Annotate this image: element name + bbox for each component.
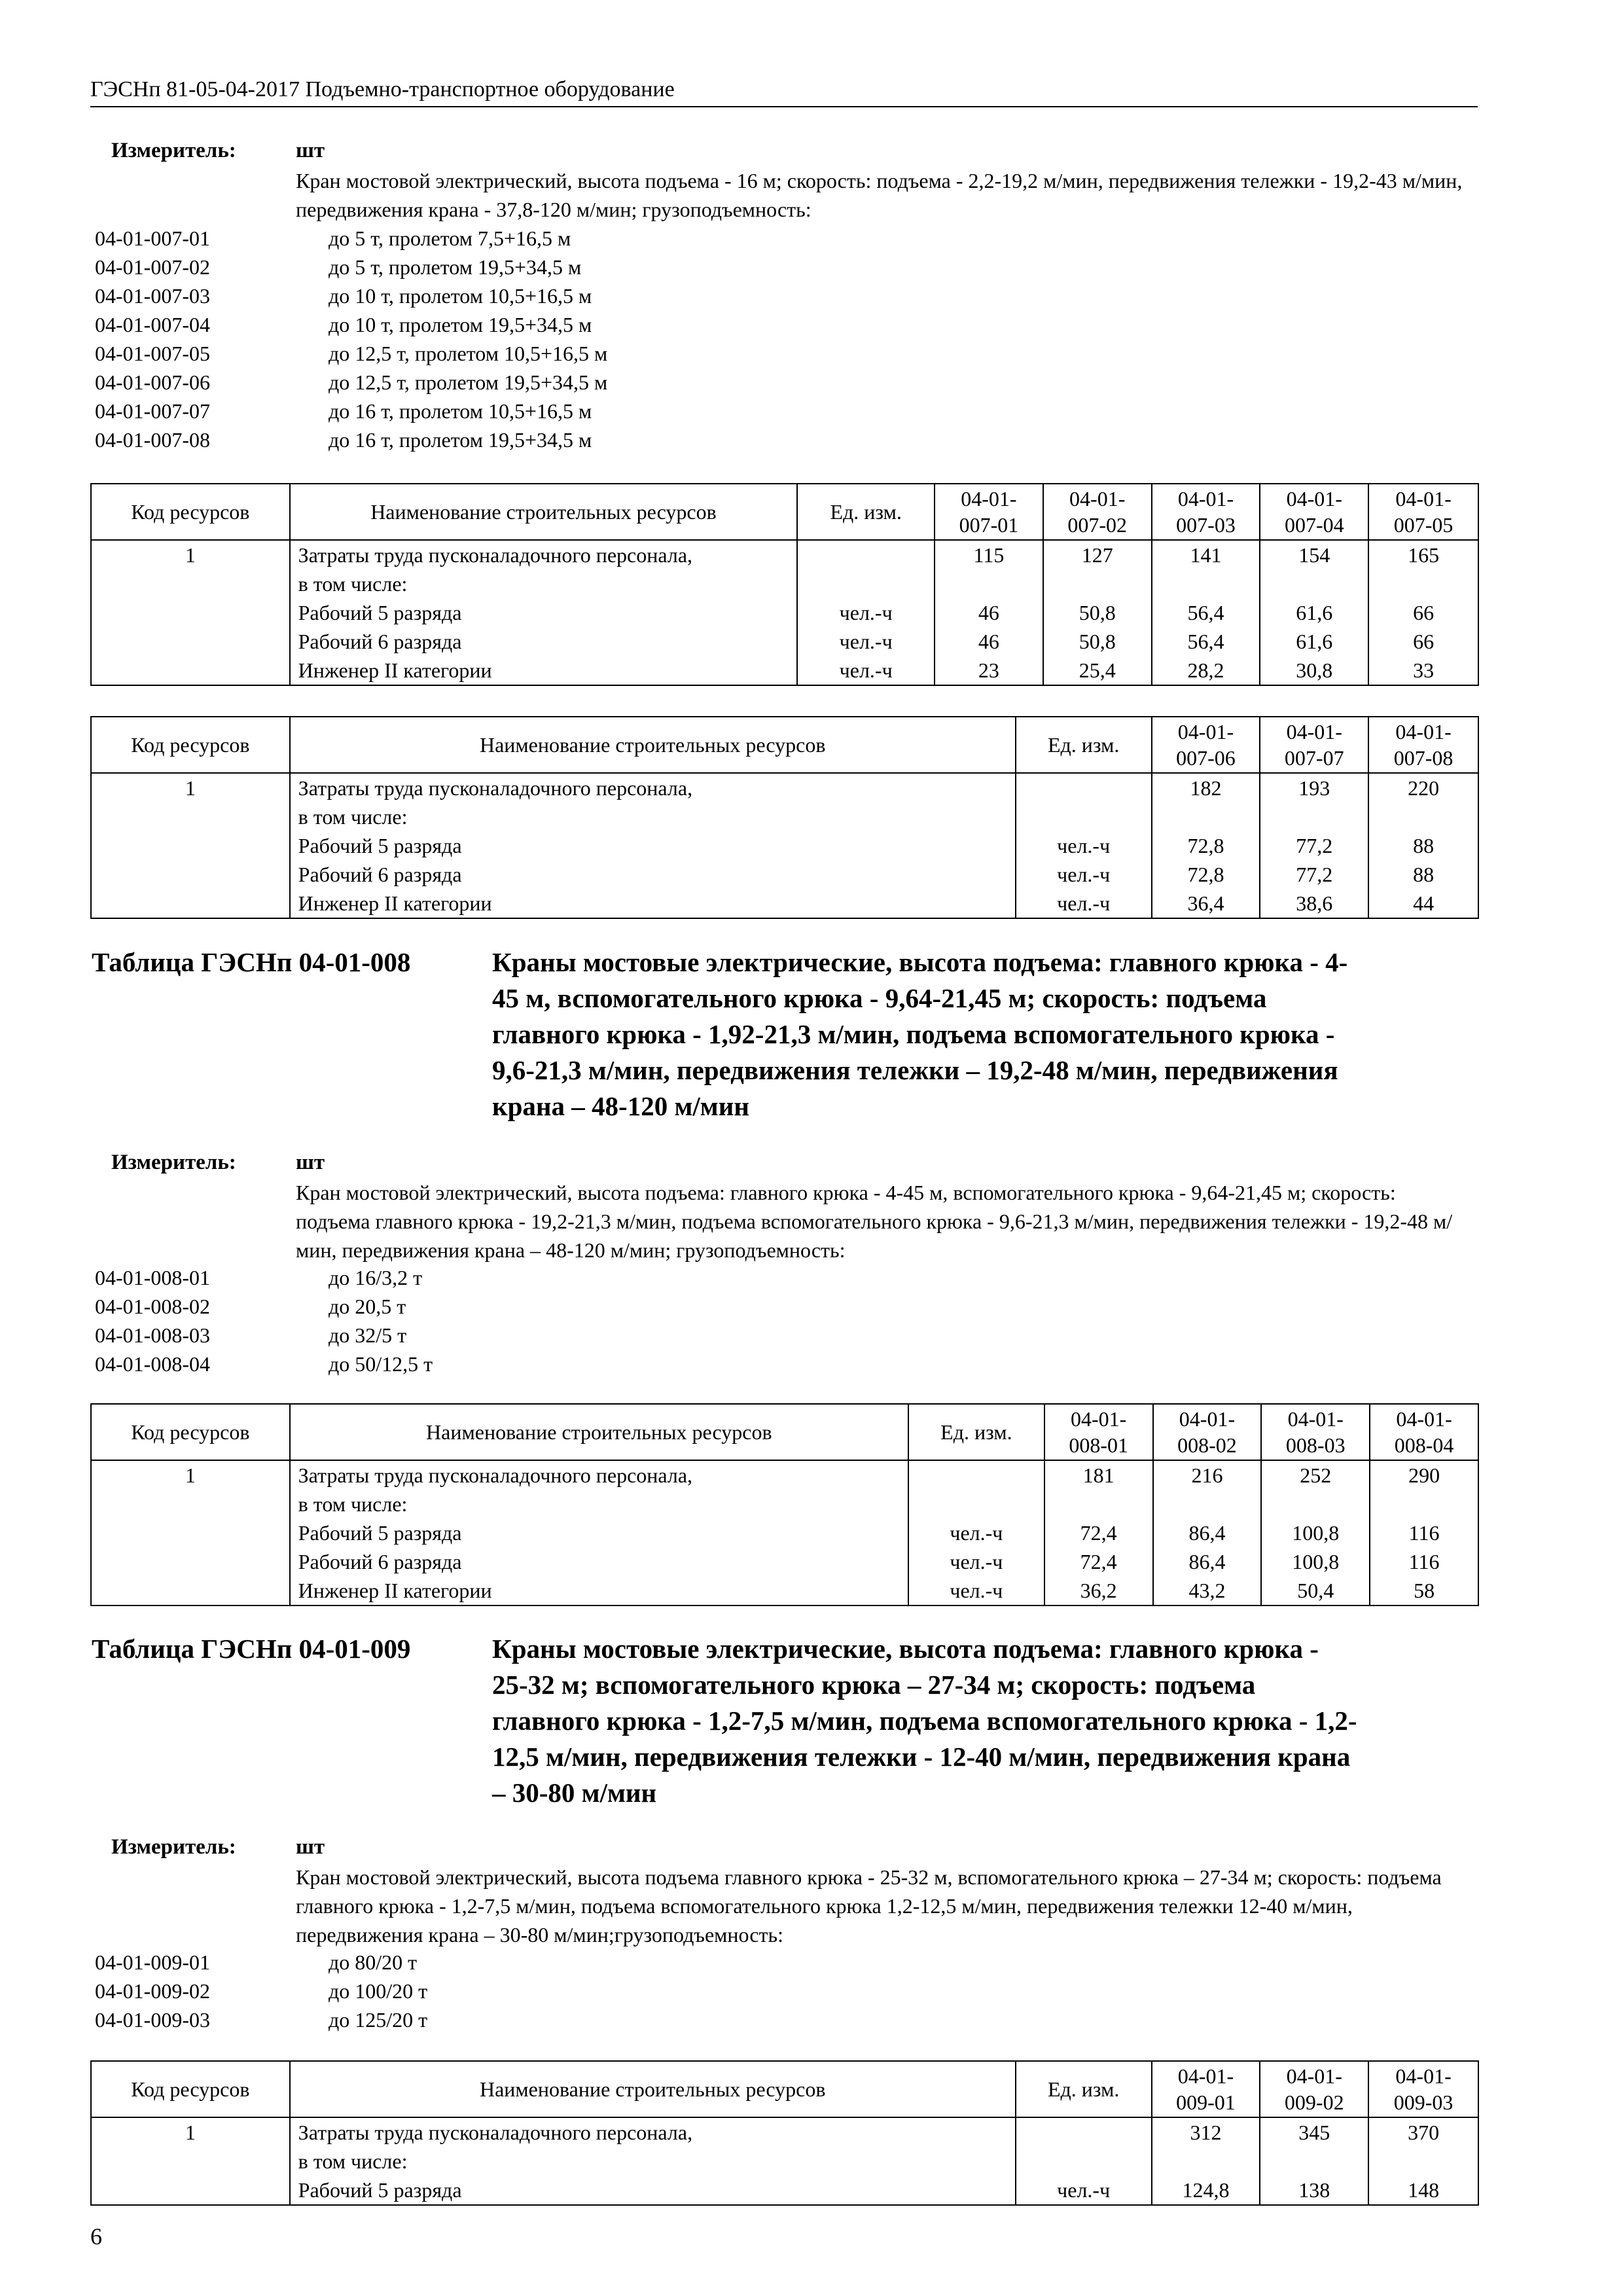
- value-cell: 165 66 66 33: [1368, 540, 1478, 685]
- section-description: Кран мостовой электрический, высота подъема: главного крюка - 4-45 м, вспомогательного крюка - 9,64-21,45 м; скорость: подъема главного крюка - 19,2-21,3 м/мин, подъема вспомогательного крюка - 9,6-21,3 м/мин, передвижения тележки - 19,2-48 м/мин, передвижения крана – 48-120 м/мин; грузоподъемность:: [296, 1181, 1453, 1262]
- item-code-row: [95, 281, 607, 310]
- meter-label: Измеритель:: [111, 1835, 236, 1859]
- item-code: 04-01-007-07: [95, 399, 210, 423]
- item-code: 04-01-007-08: [95, 428, 210, 452]
- item-code-row: [95, 1977, 427, 2005]
- page-number: 6: [90, 2223, 102, 2250]
- resource-unit-cell: чел.-ч чел.-ч чел.-ч: [797, 540, 935, 685]
- table-label: Таблица ГЭСНп 04-01-008: [92, 947, 411, 977]
- table-label: Таблица ГЭСНп 04-01-009: [92, 1634, 411, 1664]
- col-header-code: Код ресурсов: [91, 717, 290, 773]
- resource-name-cell: Затраты труда пусконаладочного персонала, в том числе: Рабочий 5 разряда Рабочий 6 разряда Инженер II категории: [290, 773, 1016, 918]
- table-header-row: [91, 717, 1478, 773]
- col-header-name: Наименование строительных ресурсов: [290, 484, 798, 540]
- item-code: 04-01-007-03: [95, 284, 210, 308]
- page-header-title: ГЭСНп 81-05-04-2017 Подъемно-транспортное оборудование: [90, 77, 675, 101]
- value-cell: 115 46 46 23: [935, 540, 1043, 685]
- item-code-row: [95, 1263, 433, 1292]
- col-header-rate: 04-01- 008-04: [1370, 1404, 1478, 1460]
- item-code: 04-01-007-04: [95, 313, 210, 336]
- value-cell: 345 138: [1260, 2117, 1368, 2205]
- table-header-row: [91, 1404, 1478, 1460]
- col-header-rate: 04-01- 007-04: [1260, 484, 1368, 540]
- resource-code-cell: 1: [91, 1460, 290, 1605]
- value-cell: 252 100,8 100,8 50,4: [1261, 1460, 1370, 1605]
- item-code-row: [95, 1948, 427, 1977]
- meter-label: Измеритель:: [111, 1151, 236, 1174]
- resource-unit-cell: чел.-ч чел.-ч чел.-ч: [1016, 773, 1152, 918]
- item-code-list: [95, 224, 607, 454]
- item-code: 04-01-007-06: [95, 370, 210, 394]
- table-header-row: [91, 484, 1478, 540]
- item-code-row: [95, 1350, 433, 1378]
- resource-code-cell: 1: [91, 540, 290, 685]
- item-code-row: [95, 397, 607, 425]
- item-text: до 16/3,2 т: [329, 1266, 423, 1289]
- item-text: до 125/20 т: [329, 2008, 428, 2032]
- item-text: до 10 т, пролетом 10,5+16,5 м: [329, 284, 592, 308]
- resource-name-cell: Затраты труда пусконаладочного персонала, в том числе: Рабочий 5 разряда Рабочий 6 разряда Инженер II категории: [290, 1460, 908, 1605]
- table-row: [91, 540, 1478, 685]
- item-code: 04-01-007-05: [95, 342, 210, 365]
- value-cell: 154 61,6 61,6 30,8: [1260, 540, 1368, 685]
- meter-unit: шт: [296, 139, 325, 162]
- value-cell: 141 56,4 56,4 28,2: [1152, 540, 1260, 685]
- item-code: 04-01-008-04: [95, 1352, 210, 1376]
- item-code-list: [95, 1263, 433, 1378]
- item-code-row: [95, 1321, 433, 1350]
- item-code-row: [95, 224, 607, 253]
- item-text: до 10 т, пролетом 19,5+34,5 м: [329, 313, 592, 336]
- item-code: 04-01-009-01: [95, 1950, 210, 1974]
- col-header-unit: Ед. изм.: [797, 484, 935, 540]
- resource-code-cell: 1: [91, 2117, 290, 2205]
- col-header-rate: 04-01- 007-06: [1152, 717, 1260, 773]
- section-description: Кран мостовой электрический, высота подъема главного крюка - 25-32 м, вспомогательного крюка – 27-34 м; скорость: подъема главного крюка - 1,2-7,5 м/мин, подъема вспомогательного крюка 1,2-12,5 м/мин, передвижения тележки 12-40 м/мин, передвижения крана – 30-80 м/мин;грузоподъемность:: [296, 1865, 1442, 1946]
- value-cell: 216 86,4 86,4 43,2: [1153, 1460, 1262, 1605]
- col-header-rate: 04-01- 007-05: [1368, 484, 1478, 540]
- col-header-rate: 04-01- 009-02: [1260, 2061, 1368, 2117]
- item-code: 04-01-009-03: [95, 2008, 210, 2032]
- item-code-row: [95, 425, 607, 454]
- col-header-rate: 04-01- 008-02: [1153, 1404, 1262, 1460]
- col-header-rate: 04-01- 007-01: [935, 484, 1043, 540]
- col-header-unit: Ед. изм.: [908, 1404, 1044, 1460]
- resource-unit-cell: чел.-ч: [1016, 2117, 1152, 2205]
- item-text: до 16 т, пролетом 19,5+34,5 м: [329, 428, 592, 452]
- col-header-rate: 04-01- 007-02: [1043, 484, 1152, 540]
- table-row: [91, 1460, 1478, 1605]
- item-text: до 50/12,5 т: [329, 1352, 433, 1376]
- item-code: 04-01-008-01: [95, 1266, 210, 1289]
- table-row: [91, 773, 1478, 918]
- meter-unit: шт: [296, 1835, 325, 1859]
- item-code-row: [95, 2005, 427, 2034]
- col-header-rate: 04-01- 008-03: [1261, 1404, 1370, 1460]
- resource-table-009: [90, 2060, 1479, 2206]
- item-text: до 100/20 т: [329, 1979, 428, 2003]
- item-code: 04-01-007-01: [95, 226, 210, 250]
- item-text: до 32/5 т: [329, 1323, 407, 1347]
- value-cell: 182 72,8 72,8 36,4: [1152, 773, 1260, 918]
- item-text: до 5 т, пролетом 19,5+34,5 м: [329, 255, 582, 279]
- value-cell: 290 116 116 58: [1370, 1460, 1478, 1605]
- value-cell: 127 50,8 50,8 25,4: [1043, 540, 1152, 685]
- col-header-unit: Ед. изм.: [1016, 2061, 1152, 2117]
- col-header-rate: 04-01- 009-01: [1152, 2061, 1260, 2117]
- resource-name-cell: Затраты труда пусконаладочного персонала, в том числе: Рабочий 5 разряда: [290, 2117, 1016, 2205]
- resource-table-007-06-08: [90, 716, 1479, 919]
- col-header-rate: 04-01- 007-07: [1260, 717, 1368, 773]
- value-cell: 193 77,2 77,2 38,6: [1260, 773, 1368, 918]
- item-text: до 80/20 т: [329, 1950, 418, 1974]
- item-code-row: [95, 339, 607, 368]
- meter-label: Измеритель:: [111, 139, 236, 162]
- value-cell: 370 148: [1368, 2117, 1478, 2205]
- col-header-name: Наименование строительных ресурсов: [290, 2061, 1016, 2117]
- item-code: 04-01-007-02: [95, 255, 210, 279]
- value-cell: 220 88 88 44: [1368, 773, 1478, 918]
- col-header-unit: Ед. изм.: [1016, 717, 1152, 773]
- item-text: до 5 т, пролетом 7,5+16,5 м: [329, 226, 571, 250]
- col-header-rate: 04-01- 008-01: [1044, 1404, 1153, 1460]
- resource-table-007-01-05: [90, 483, 1479, 686]
- value-cell: 312 124,8: [1152, 2117, 1260, 2205]
- section-description: Кран мостовой электрический, высота подъема - 16 м; скорость: подъема - 2,2-19,2 м/мин, передвижения тележки - 19,2-43 м/мин, передвижения крана - 37,8-120 м/мин; грузоподъемность:: [296, 169, 1463, 221]
- resource-name-cell: Затраты труда пусконаладочного персонала, в том числе: Рабочий 5 разряда Рабочий 6 разряда Инженер II категории: [290, 540, 798, 685]
- item-text: до 12,5 т, пролетом 19,5+34,5 м: [329, 370, 608, 394]
- page-header: [90, 77, 1478, 107]
- item-code-row: [95, 253, 607, 281]
- meter-unit: шт: [296, 1151, 325, 1174]
- item-code-list: [95, 1948, 427, 2034]
- col-header-name: Наименование строительных ресурсов: [290, 1404, 908, 1460]
- col-header-rate: 04-01- 009-03: [1368, 2061, 1478, 2117]
- col-header-rate: 04-01- 007-03: [1152, 484, 1260, 540]
- item-code-row: [95, 310, 607, 339]
- table-header-row: [91, 2061, 1478, 2117]
- value-cell: 181 72,4 72,4 36,2: [1044, 1460, 1153, 1605]
- item-text: до 12,5 т, пролетом 10,5+16,5 м: [329, 342, 608, 365]
- item-text: до 20,5 т: [329, 1295, 406, 1318]
- item-code: 04-01-008-03: [95, 1323, 210, 1347]
- col-header-code: Код ресурсов: [91, 484, 290, 540]
- item-text: до 16 т, пролетом 10,5+16,5 м: [329, 399, 592, 423]
- item-code: 04-01-008-02: [95, 1295, 210, 1318]
- table-title: Краны мостовые электрические, высота подъема: главного крюка - 4- 45 м, вспомогательного крюка - 9,64-21,45 м; скорость: подъема главного крюка - 1,92-21,3 м/мин, подъема вспомогательного крюка - 9,6-21,3 м/мин, передвижения тележки – 19,2-48 м/мин, передвижения крана – 48-120 м/мин: [492, 947, 1348, 1121]
- table-row: [91, 2117, 1478, 2205]
- col-header-code: Код ресурсов: [91, 1404, 290, 1460]
- col-header-rate: 04-01- 007-08: [1368, 717, 1478, 773]
- item-code: 04-01-009-02: [95, 1979, 210, 2003]
- item-code-row: [95, 368, 607, 397]
- col-header-name: Наименование строительных ресурсов: [290, 717, 1016, 773]
- resource-code-cell: 1: [91, 773, 290, 918]
- col-header-code: Код ресурсов: [91, 2061, 290, 2117]
- item-code-row: [95, 1292, 433, 1321]
- resource-table-008: [90, 1403, 1479, 1606]
- resource-unit-cell: чел.-ч чел.-ч чел.-ч: [908, 1460, 1044, 1605]
- table-title: Краны мостовые электрические, высота подъема: главного крюка - 25-32 м; вспомогательного крюка – 27-34 м; скорость: подъема главного крюка - 1,2-7,5 м/мин, подъема вспомогательного крюка - 1,2- 12,5 м/мин, передвижения тележки - 12-40 м/мин, передвижения крана – 30-80 м/мин: [492, 1634, 1357, 1808]
